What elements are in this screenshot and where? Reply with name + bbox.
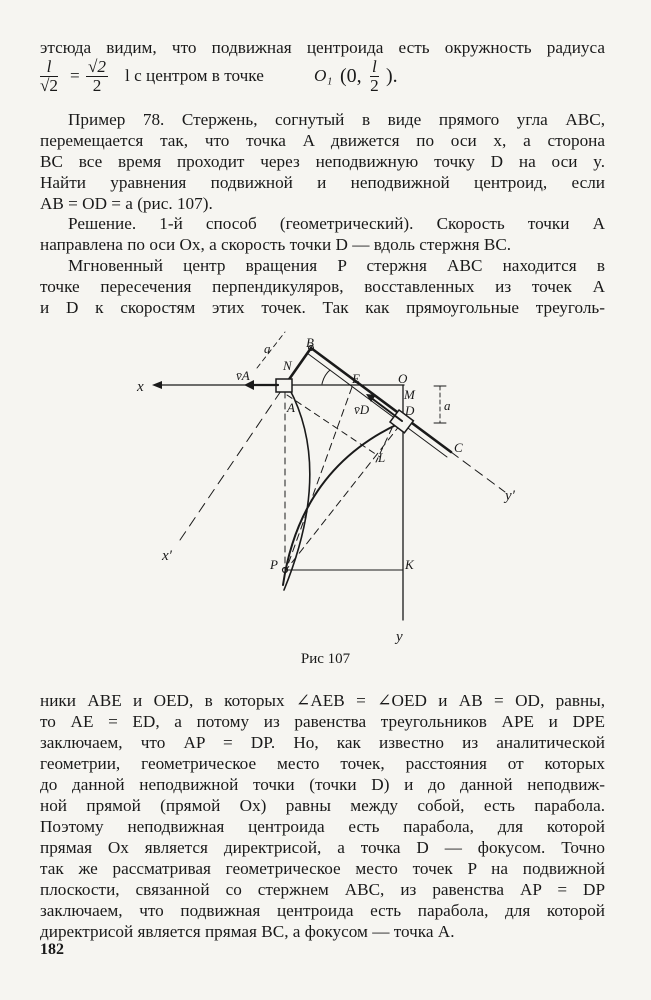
angle-arc-e	[322, 370, 330, 384]
velocity-d-arrow	[370, 397, 402, 421]
label-d: D	[405, 403, 415, 418]
fraction-l-over-root2: $\frac{l}{√2}$	[40, 57, 59, 95]
label-y: y	[396, 629, 403, 645]
label-a-dim-top: a	[264, 341, 271, 356]
label-a-dim-right: a	[444, 398, 451, 413]
y-prime-axis	[451, 452, 505, 492]
x-prime-axis	[180, 388, 283, 540]
label-l: L	[378, 450, 386, 465]
book-page: этсюда видим, что подвижная центроида есть окружность радиуса $\frac{l}{√2}$ = $\frac{√2}{2}$ l с центром в точке O₁ (0, $\frac{l}{2}$ ). Пример 78. Стержень, согнутый в виде прямого угла ABC, перемещается так, что точка A движется по оси x, а сторона BC все время проходит через неподвижную точку D на оси y. Найти уравнения подвижной и неподвижной центроид, если AB = OD = a (рис. 107). Решение. 1-й способ (геометрический). Скорость точки A направлена по оси Ox, а скорость точки D — вдоль стержня BC. Мгновенный центр вращения P стержня ABC находится в точке пересечения перпендикуляров, восставленных из точек A и D к скоростям этих точек. Так как прямоугольные треуголь- x x′ y y′ B N E O M D A C L P K a a v̄A v̄D Рис 107 ники ABE и OED, в которых ∠AEB = ∠OED и AB = OD, равны, то AE = ED, а потому из равенства треугольников APE и DPE заключаем, что AP = DP. Но, как известно из аналитической геометрии, геометрическое место точек, расстояния от которых до данной неподвижной точки (точки D) и до данной неподвиж- ной прямой (прямой Ox) равны между собой, есть парабола. Поэтому неподвижная центроида есть парабола, для которой прямая Ox является директрисой, а точка D — фокусом. Точно так же рассматривая геометрическое место точек P на подвижной плоскости, связанной со стержнем ABC, из равенства AP = DP заключаем, что подвижная центроида есть парабола, для которой директрисой является прямая BC, а фокусом — точка A. 182	[0, 0, 651, 1000]
x-axis-arrow	[152, 381, 162, 389]
label-x: x	[137, 379, 144, 395]
label-n: N	[283, 358, 292, 373]
label-c: C	[454, 440, 463, 455]
centroid-radius-formula: $\frac{l}{√2}$ = $\frac{√2}{2}$ l с центром в точке O₁ (0, $\frac{l}{2}$ ).	[40, 57, 398, 95]
line-e-p	[286, 387, 352, 570]
fraction-root2-over-2: $\frac{√2}{2}$	[88, 57, 107, 95]
label-vd: v̄D	[354, 402, 370, 417]
text-line-top: этсюда видим, что подвижная центроида есть окружность радиуса	[40, 38, 605, 57]
label-m: M	[404, 387, 415, 402]
fraction-l-over-2: $\frac{l}{2}$	[370, 57, 379, 95]
label-x-prime: x′	[162, 548, 172, 564]
label-o: O	[398, 371, 408, 386]
page-number: 182	[40, 941, 64, 958]
dim-a-top	[257, 332, 285, 368]
label-a: A	[287, 400, 295, 415]
figure-caption: Рис 107	[300, 651, 351, 667]
label-e: E	[352, 371, 360, 386]
label-p: P	[270, 557, 278, 572]
label-y-prime: y′	[505, 488, 515, 504]
rod-bc	[311, 348, 451, 452]
moving-centroid-parabola	[283, 424, 398, 585]
label-va: v̄A	[236, 368, 250, 383]
line-d-p	[286, 425, 400, 570]
label-b: B	[306, 335, 314, 350]
label-k: K	[405, 557, 414, 572]
rod-bc-edge	[307, 353, 447, 457]
